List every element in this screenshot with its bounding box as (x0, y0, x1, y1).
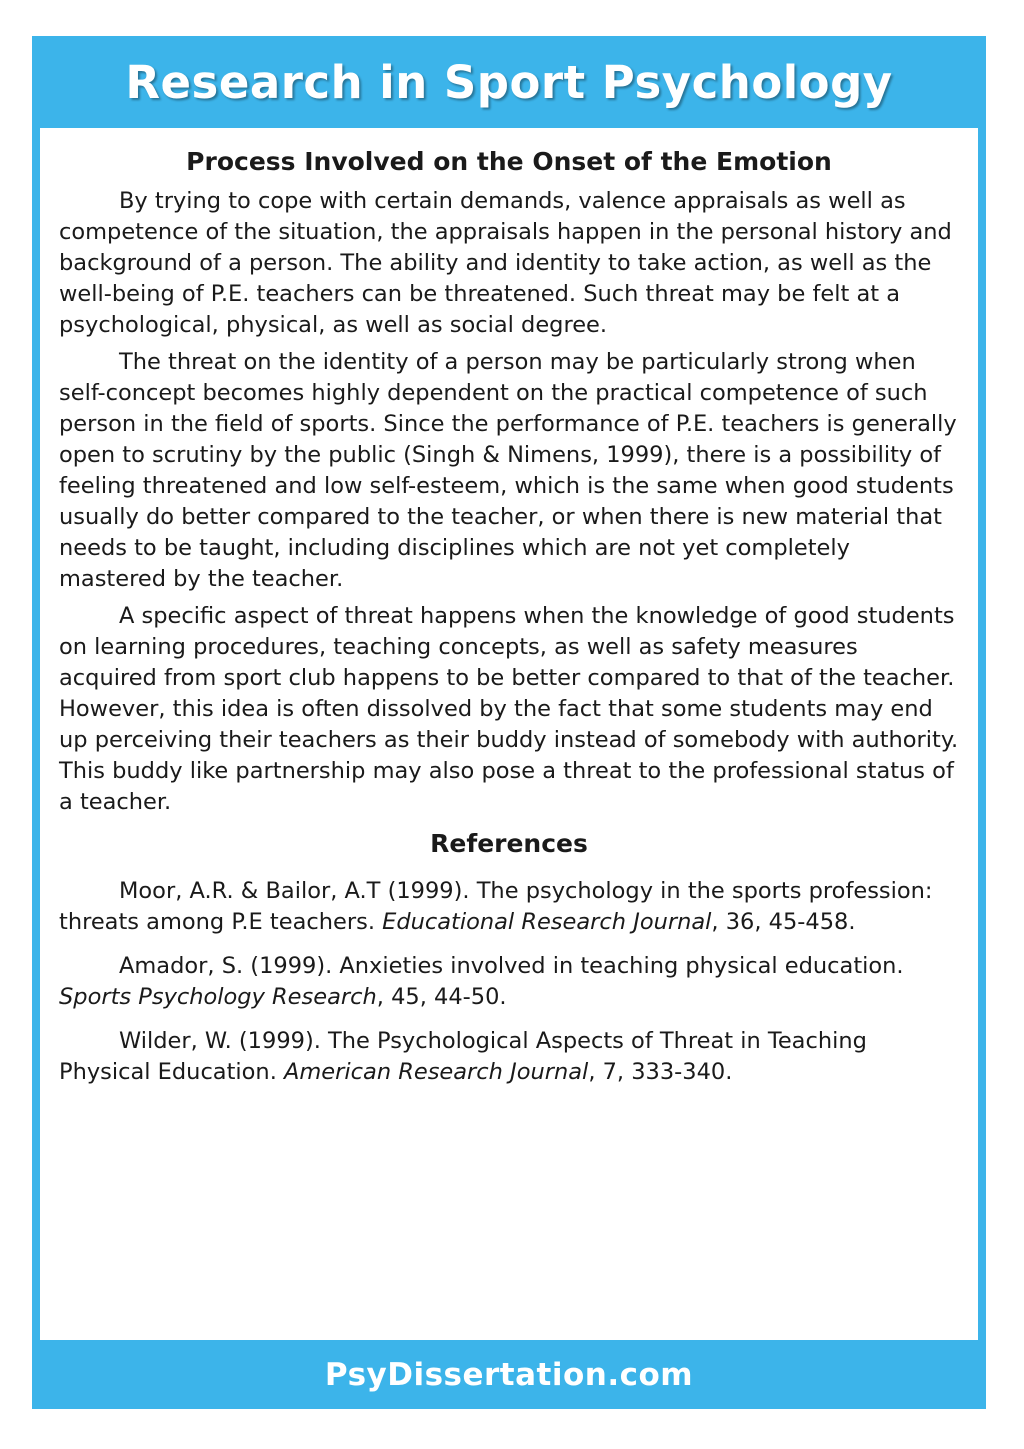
reference-item (59, 951, 959, 1013)
page-frame (32, 36, 986, 1409)
reference-item (59, 876, 959, 938)
references-heading: References (430, 829, 588, 858)
article-body (59, 128, 959, 1101)
reference-details: , 36, 45-458. (711, 909, 856, 935)
reference-details: , 7, 333-340. (588, 1059, 733, 1085)
reference-text: Moor, A.R. & Bailor, A.T (1999). The psychology in the sports profession: threats among P.E teachers. (59, 878, 933, 935)
reference-journal: American Research Journal (284, 1059, 589, 1085)
reference-item (59, 1026, 959, 1088)
paragraph: By trying to cope with certain demands, valence appraisals as well as competence of the situation, the appraisals happen in the personal history and background of a person. The ability and identity to take action, as well as the well-being of P.E. teachers can be threatened. Such threat may be felt at a psychological, physical, as well as social degree. (59, 188, 952, 338)
reference-journal: Sports Psychology Research (59, 984, 377, 1010)
section-heading: Process Involved on the Onset of the Emotion (186, 147, 832, 176)
content-panel (40, 128, 978, 1340)
footer-banner (32, 1340, 986, 1409)
page-title: Research in Sport Psychology (125, 55, 893, 109)
paragraph: The threat on the identity of a person may be particularly strong when self-concept becomes highly dependent on the practical competence of such person in the field of sports. Since the performance of P.E. teachers is generally open to scrutiny by the public (Singh & Nimens, 1999), there is a possibility of feeling threatened and low self-esteem, which is the same when good students usually do better compared to the teacher, or when there is new material that needs to be taught, including disciplines which are not yet completely mastered by the teacher. (59, 349, 957, 592)
header-banner (32, 36, 986, 128)
reference-journal: Educational Research Journal (382, 909, 712, 935)
reference-text: Amador, S. (1999). Anxieties involved in teaching physical education. (119, 953, 904, 979)
reference-details: , 45, 44-50. (376, 984, 507, 1010)
paragraph: A specific aspect of threat happens when the knowledge of good students on learning procedures, teaching concepts, as well as safety measures acquired from sport club happens to be better compared to that of the teacher. However, this idea is often dissolved by the fact that some students may end up perceiving their teachers as their buddy instead of somebody with authority. This buddy like partnership may also pose a threat to the professional status of a teacher. (59, 603, 959, 815)
footer-site-link[interactable]: PsyDissertation.com (324, 1356, 694, 1393)
reference-text: Wilder, W. (1999). The Psychological Aspects of Threat in Teaching Physical Education. (59, 1028, 867, 1085)
